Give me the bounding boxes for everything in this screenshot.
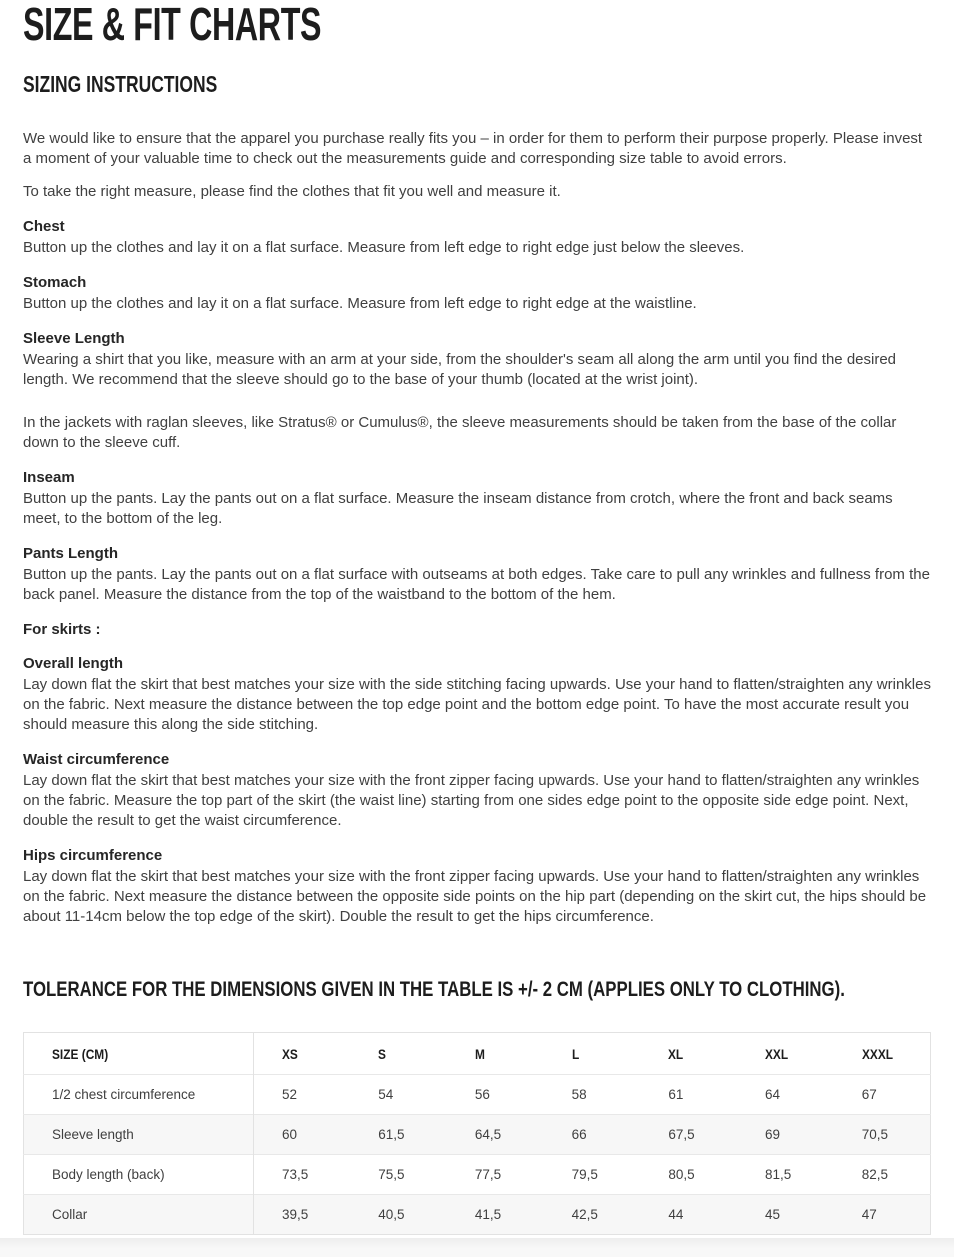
table-cell: 61 xyxy=(640,1075,737,1115)
for-skirts-label: For skirts : xyxy=(23,621,101,638)
table-row-sleeve-length xyxy=(24,1115,931,1155)
size-table xyxy=(23,1032,931,1235)
table-cell: 69 xyxy=(737,1115,834,1155)
table-cell: 67,5 xyxy=(640,1115,737,1155)
table-row-body-length-back xyxy=(24,1155,931,1195)
table-cell: 82,5 xyxy=(834,1155,931,1195)
measure-body-hips-circumference: Lay down flat the skirt that best matches your size with the front zipper facing upwards. Use your hand to flatten/straighten any wrinkles on the fabric. Next measure the distance between the opposite side points on the hip part (depending on the skirt cut, the hips should be about 11-14cm below the top edge of the skirt). Double the result to get the hips circumference. xyxy=(23,868,927,925)
measure-heading-pants-length: Pants Length xyxy=(23,545,119,562)
page-title: SIZE & FIT CHARTS xyxy=(23,0,322,50)
measure-body-inseam: Button up the pants. Lay the pants out on a flat surface. Measure the inseam distance from crotch, where the front and back seams meet, to the bottom of the leg. xyxy=(23,490,893,527)
table-row-chest-circumference xyxy=(24,1075,931,1115)
measure-heading-sleeve-length: Sleeve Length xyxy=(23,330,125,347)
table-cell: 42,5 xyxy=(544,1195,641,1235)
table-cell: 39,5 xyxy=(254,1195,351,1235)
row-label: Collar xyxy=(24,1195,254,1235)
table-cell: 64,5 xyxy=(447,1115,544,1155)
table-cell: 75,5 xyxy=(350,1155,447,1195)
table-cell: 61,5 xyxy=(350,1115,447,1155)
measure-body-pants-length: Button up the pants. Lay the pants out on a flat surface with outseams at both edges. Take care to pull any wrinkles and fullness from the back panel. Measure the distance from the top of the waistband to the bottom of the hem. xyxy=(23,566,930,603)
table-header-s: S xyxy=(378,1045,387,1062)
table-cell: 54 xyxy=(350,1075,447,1115)
raglan-note: In the jackets with raglan sleeves, like Stratus® or Cumulus®, the sleeve measurements should be taken from the base of the collar down to the sleeve cuff. xyxy=(23,414,897,451)
measure-body-overall-length: Lay down flat the skirt that best matches your size with the side stitching facing upwards. Use your hand to flatten/straighten any wrinkles on the fabric. Next measure the distance between the top edge point and the bottom edge point. To have the most accurate result you should measure this along the side stitching. xyxy=(23,676,931,733)
measure-body-chest: Button up the clothes and lay it on a flat surface. Measure from left edge to right edge just below the sleeves. xyxy=(23,239,745,256)
table-cell: 56 xyxy=(447,1075,544,1115)
tolerance-heading: TOLERANCE FOR THE DIMENSIONS GIVEN IN THE TABLE IS +/- 2 CM (APPLIES ONLY TO CLOTHING). xyxy=(23,978,845,1001)
table-header-l: L xyxy=(571,1045,579,1062)
row-label: 1/2 chest circumference xyxy=(24,1075,254,1115)
table-cell: 64 xyxy=(737,1075,834,1115)
table-cell: 52 xyxy=(254,1075,351,1115)
table-header-xs: XS xyxy=(282,1045,298,1062)
footer-strip xyxy=(0,1238,954,1257)
measure-heading-overall-length: Overall length xyxy=(23,655,124,672)
table-cell: 67 xyxy=(834,1075,931,1115)
measure-heading-inseam: Inseam xyxy=(23,469,75,486)
table-header-row xyxy=(24,1033,931,1075)
table-cell: 80,5 xyxy=(640,1155,737,1195)
table-cell: 44 xyxy=(640,1195,737,1235)
measure-heading-chest: Chest xyxy=(23,218,65,235)
table-cell: 79,5 xyxy=(544,1155,641,1195)
table-row-collar xyxy=(24,1195,931,1235)
row-label: Sleeve length xyxy=(24,1115,254,1155)
table-header-xxxl: XXXL xyxy=(861,1045,893,1062)
table-cell: 40,5 xyxy=(350,1195,447,1235)
table-cell: 77,5 xyxy=(447,1155,544,1195)
intro-paragraph-2: To take the right measure, please find the clothes that fit you well and measure it. xyxy=(23,183,561,200)
table-header-size-cm: SIZE (CM) xyxy=(24,1033,254,1075)
table-header-xl: XL xyxy=(668,1045,684,1062)
measure-body-waist-circumference: Lay down flat the skirt that best matches your size with the front zipper facing upwards. Use your hand to flatten/straighten any wrinkles on the fabric. Measure the top part of the skirt (the waist line) starting from one sides edge point to the opposite side edge point. Next, double the result to get the waist circumference. xyxy=(23,772,920,829)
measure-body-stomach: Button up the clothes and lay it on a flat surface. Measure from left edge to right edge at the waistline. xyxy=(23,295,697,312)
measure-heading-hips-circumference: Hips circumference xyxy=(23,847,163,864)
table-header-m: M xyxy=(474,1045,485,1062)
table-cell: 81,5 xyxy=(737,1155,834,1195)
table-cell: 47 xyxy=(834,1195,931,1235)
sizing-instructions-heading: SIZING INSTRUCTIONS xyxy=(23,71,218,97)
table-cell: 60 xyxy=(254,1115,351,1155)
table-cell: 45 xyxy=(737,1195,834,1235)
intro-paragraph-1: We would like to ensure that the apparel you purchase really fits you – in order for them to perform their purpose properly. Please invest a moment of your valuable time to check out the measurements guide and corresponding size table to avoid errors. xyxy=(23,130,923,167)
table-cell: 58 xyxy=(544,1075,641,1115)
row-label: Body length (back) xyxy=(24,1155,254,1195)
table-cell: 73,5 xyxy=(254,1155,351,1195)
table-cell: 66 xyxy=(544,1115,641,1155)
measure-body-sleeve-length: Wearing a shirt that you like, measure with an arm at your side, from the shoulder's seam all along the arm until you find the desired length. We recommend that the sleeve should go to the base of your thumb (located at the wrist joint). xyxy=(23,351,897,388)
table-cell: 41,5 xyxy=(447,1195,544,1235)
measure-heading-waist-circumference: Waist circumference xyxy=(23,751,170,768)
table-cell: 70,5 xyxy=(834,1115,931,1155)
measure-heading-stomach: Stomach xyxy=(23,274,87,291)
table-header-xxl: XXL xyxy=(765,1045,789,1062)
